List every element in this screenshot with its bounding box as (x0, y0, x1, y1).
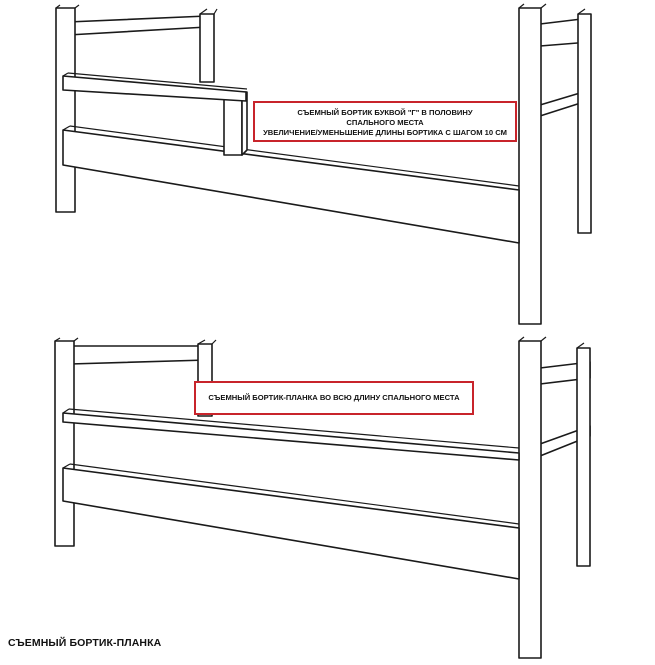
bed-bottom-side-rail (63, 464, 519, 579)
callout-guard-plank-text: СЪЕМНЫЙ БОРТИК-ПЛАНКА ВО ВСЮ ДЛИНУ СПАЛЬНОГО МЕСТА (208, 393, 460, 402)
callout-guard-plank (194, 381, 474, 415)
bed-top-side-rail (63, 126, 519, 243)
bed-bottom-guard-plank (63, 409, 519, 460)
callout-l-guard (253, 101, 517, 142)
callout-l-guard-line-1: СЪЕМНЫЙ БОРТИК БУКВОЙ "Г" В ПОЛОВИНУ (297, 108, 473, 117)
bed-top-drawing (0, 0, 655, 330)
bed-bottom-footboard (519, 337, 590, 658)
callout-l-guard-line-2: СПАЛЬНОГО МЕСТА (346, 117, 424, 127)
bed-top-footboard (519, 4, 591, 324)
callout-l-guard-line-3: УВЕЛИЧЕНИЕ/УМЕНЬШЕНИЕ ДЛИНЫ БОРТИКА С ШАГОМ 10 СМ (263, 127, 507, 137)
page-caption: СЪЕМНЫЙ БОРТИК-ПЛАНКА (8, 637, 162, 649)
